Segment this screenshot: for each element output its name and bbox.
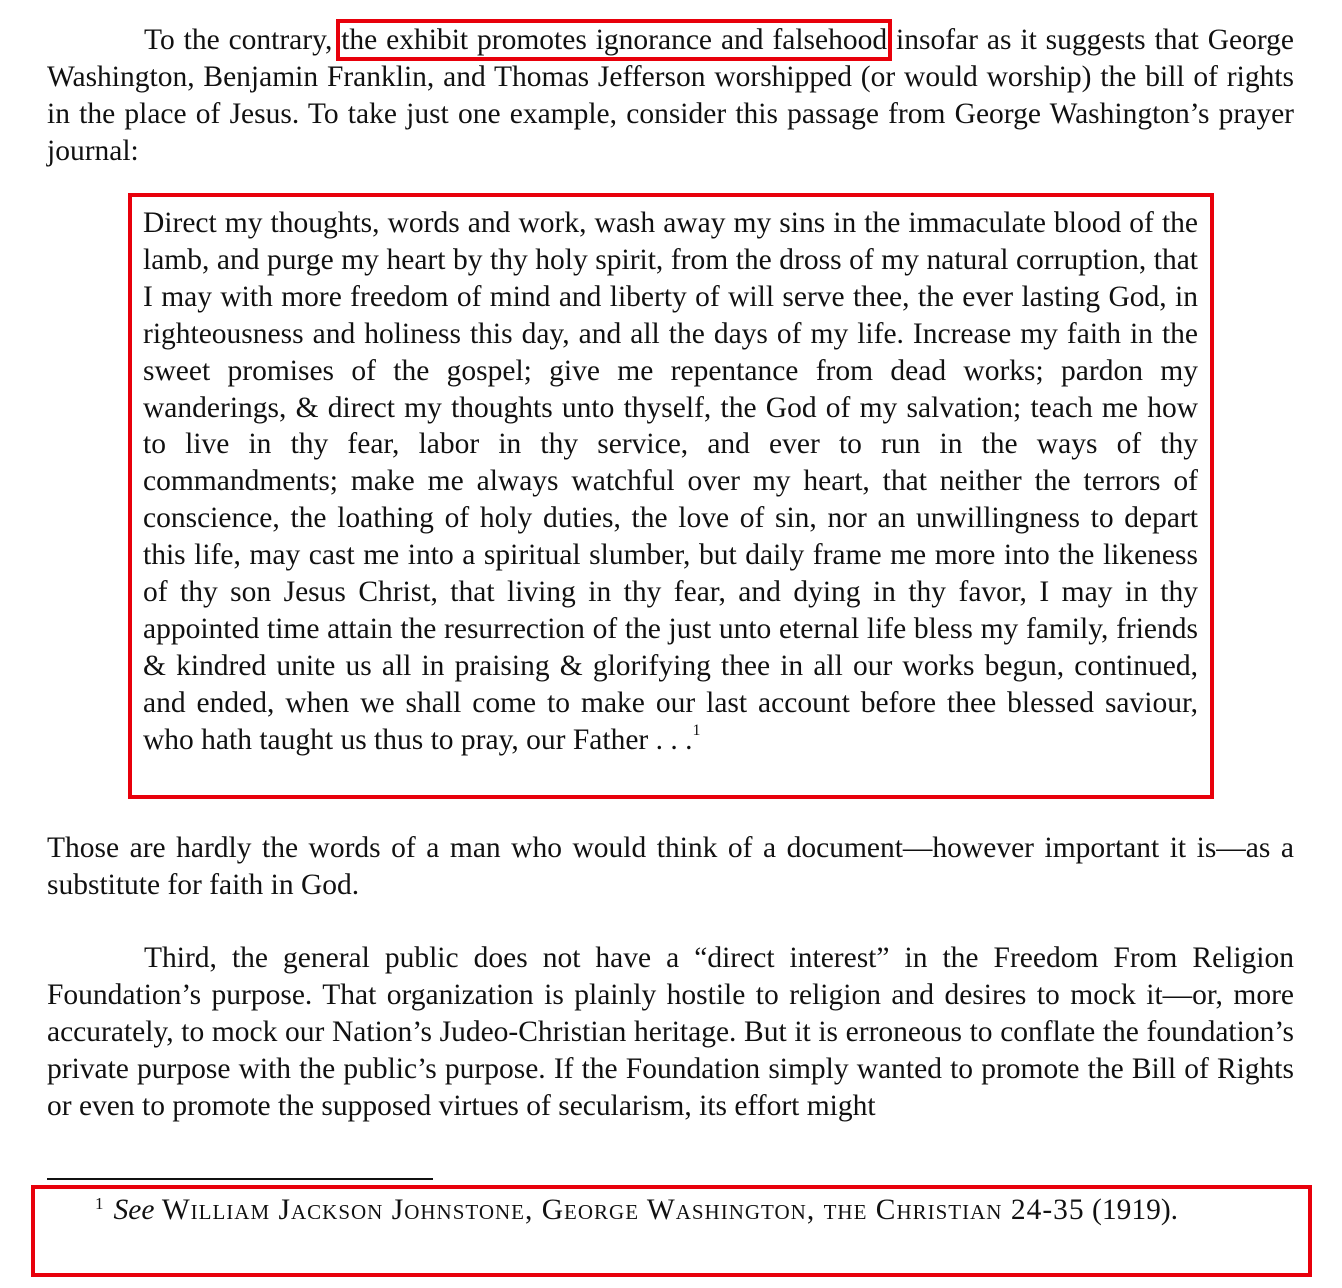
footnote-number: 1 (95, 1194, 104, 1213)
paragraph-1 (47, 22, 1294, 170)
block-quote-text: Direct my thoughts, words and work, wash away my sins in the immaculate blood of the lamb, and purge my heart by thy holy spirit, from the dross of my natural corruption, that I may with more freedom of mind and liberty of will serve thee, the ever lasting God, in righteousness and holiness this day, and all the days of my life. Increase my faith in the sweet promises of the gospel; give me repentance from dead works; pardon my wanderings, & direct my thoughts unto thyself, the God of my salvation; teach me how to live in thy fear, labor in thy service, and ever to run in the ways of thy commandments; make me always watchful over my heart, that neither the terrors of conscience, the loathing of holy duties, the love of sin, nor an unwillingness to depart this life, may cast me into a spiritual slumber, but daily frame me more into the likeness of thy son Jesus Christ, that living in thy fear, and dying in thy favor, I may in thy appointed time attain the resurrection of the just unto eternal life bless my family, friends & kindred unite us all in praising & glorifying thee in all our works begun, continued, and ended, when we shall come to make our last account before thee blessed saviour, who hath taught us thus to pray, our Father . . . (143, 207, 1198, 756)
footnote-signal: See (113, 1194, 155, 1226)
footnote-year: (1919). (1092, 1194, 1179, 1226)
footnote-citation: William Jackson Johnstone, George Washington, the Christian 24-35 (161, 1194, 1085, 1226)
footnote (47, 1193, 1294, 1228)
paragraph-2-text: Those are hardly the words of a man who would think of a document—however important it is—as a substitute for faith in God. (47, 832, 1294, 901)
paragraph-1-rest: insofar as it suggests that George Washington, Benjamin Franklin, and Thomas Jefferson worshipped (or would worship) the bill of rights in the place of Jesus. To take just one example, consider this passage from George Washington’s prayer journal: (47, 24, 1294, 167)
footnote-separator (47, 1178, 433, 1180)
paragraph-3 (47, 940, 1294, 1125)
paragraph-3-text: Third, the general public does not have a “direct interest” in the Freedom From Religion Foundation’s purpose. That organization is plainly hostile to religion and desires to mock it—or, more accurately, to mock our Nation’s Judeo-Christian heritage. But it is erroneous to conflate the foundation’s private purpose with the public’s purpose. If the Foundation simply wanted to promote the Bill of Rights or even to promote the supposed virtues of secularism, its effort might (47, 942, 1294, 1122)
footnote-reference[interactable]: 1 (692, 721, 701, 739)
paragraph-1-lead: To the contrary, (144, 24, 342, 56)
block-quote (143, 205, 1198, 759)
paragraph-2 (47, 830, 1294, 904)
highlighted-phrase: the exhibit promotes ignorance and falsehood (341, 24, 888, 56)
